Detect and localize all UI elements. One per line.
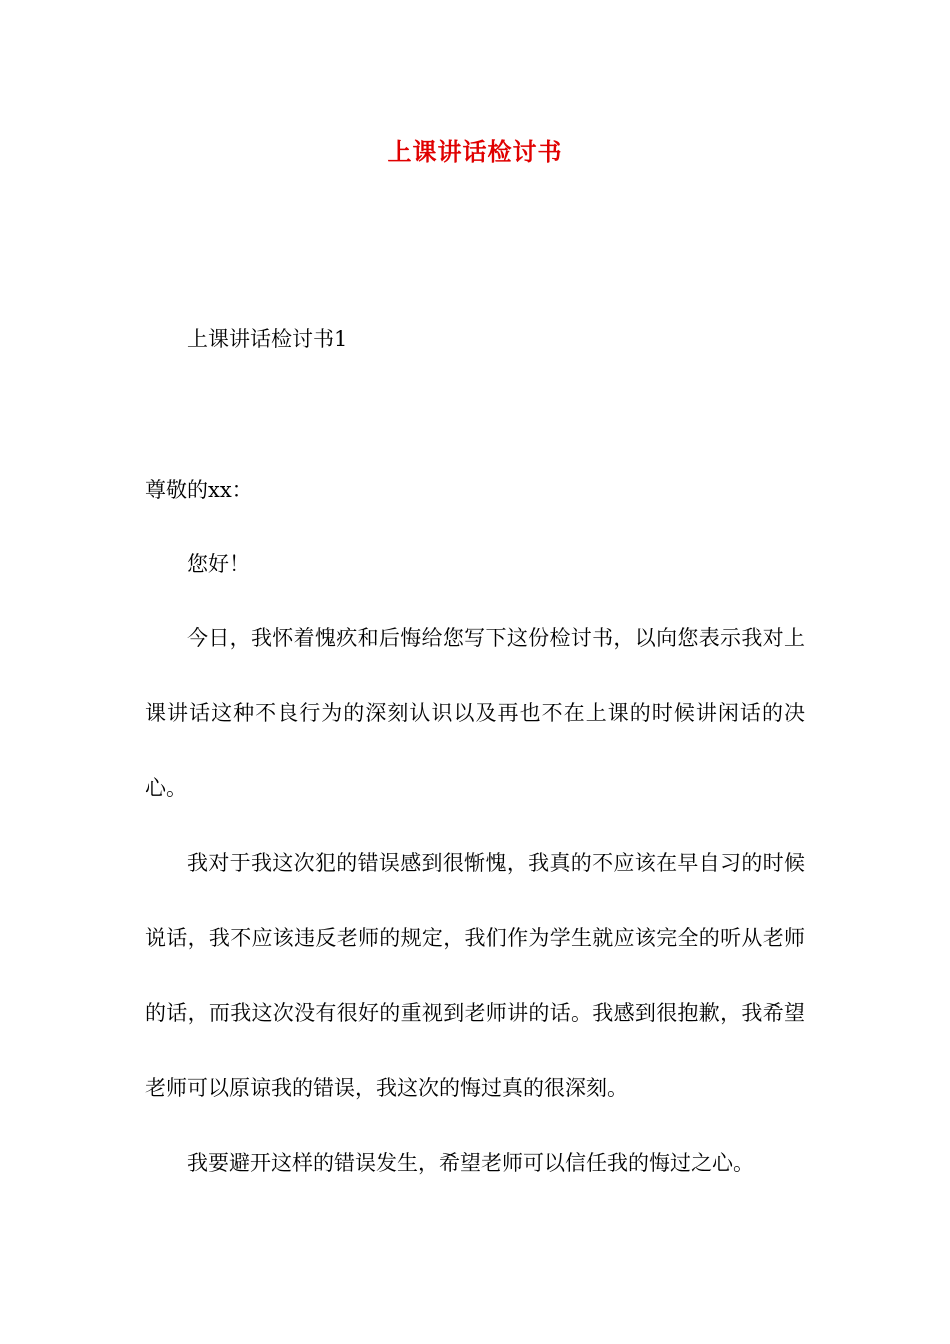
document-title: 上课讲话检讨书 xyxy=(387,137,563,166)
paragraph-3: 我要避开这样的错误发生，希望老师可以信任我的悔过之心。 xyxy=(187,1151,754,1175)
paragraph-1: 今日，我怀着愧疚和后悔给您写下这份检讨书，以向您表示我对上课讲话这种不良行为的深刻认识以及再也不在上课的时候讲闲话的决心。 xyxy=(145,626,805,800)
paragraph-2: 我对于我这次犯的错误感到很惭愧，我真的不应该在早自习的时候说话，我不应该违反老师的规定，我们作为学生就应该完全的听从老师的话，而我这次没有很好的重视到老师讲的话。我感到很抱歉，我希望老师可以原谅我的错误，我这次的悔过真的很深刻。 xyxy=(145,851,805,1100)
section-heading: 上课讲话检讨书1 xyxy=(187,327,348,351)
salutation: 尊敬的xx： xyxy=(145,478,253,502)
greeting: 您好！ xyxy=(187,552,250,576)
